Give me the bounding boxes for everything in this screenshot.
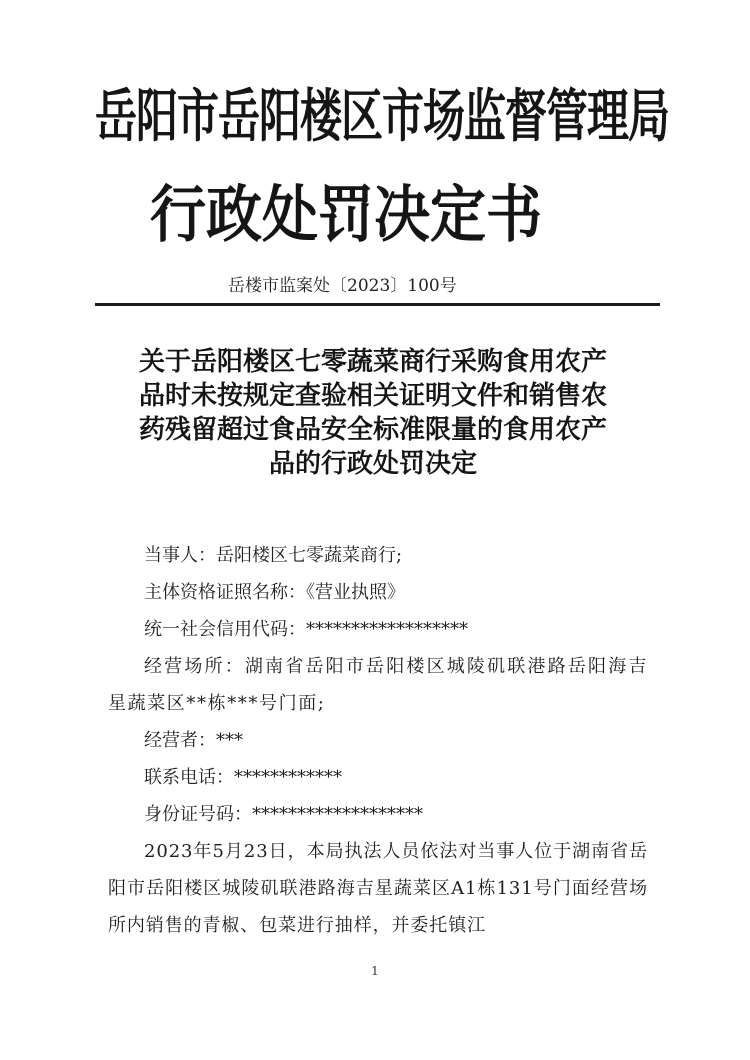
subject-line: 关于岳阳楼区七零蔬菜商行采购食用农产 [138, 347, 607, 377]
page-number: 1 [371, 964, 379, 978]
header-divider-line [95, 303, 660, 306]
operator-name: 经营者：*** [144, 730, 243, 751]
subject-line: 品的行政处罚决定 [268, 449, 477, 479]
document-type-heading: 行政处罚决定书 [150, 179, 542, 251]
contact-phone: 联系电话：************ [144, 767, 342, 788]
document-number: 岳楼市监案处〔2023〕100号 [228, 276, 457, 296]
issuing-agency-heading: 岳阳市岳阳楼区市场监督管理局 [95, 82, 670, 149]
credit-code: 统一社会信用代码：****************** [144, 619, 468, 640]
id-number: 身份证号码：******************* [144, 804, 423, 825]
business-premises: 经营场所：湖南省岳阳市岳阳楼区城陵矶联港路岳阳海吉星蔬菜区**栋***号门面; [108, 656, 648, 714]
license-name: 主体资格证照名称：《营业执照》 [144, 582, 405, 603]
subject-line: 药残留超过食品安全标准限量的食用农产 [138, 415, 607, 445]
subject-line: 品时未按规定查验相关证明文件和销售农 [138, 381, 607, 411]
decision-body [108, 537, 648, 944]
party-name: 当事人：岳阳楼区七零蔬菜商行; [144, 545, 403, 566]
case-narrative: 2023年5月23日，本局执法人员依法对当事人位于湖南省岳阳市岳阳楼区城陵矶联港路海吉星蔬菜区A1栋131号门面经营场所内销售的青椒、包菜进行抽样，并委托镇江 [108, 841, 648, 936]
decision-subject [108, 345, 638, 481]
